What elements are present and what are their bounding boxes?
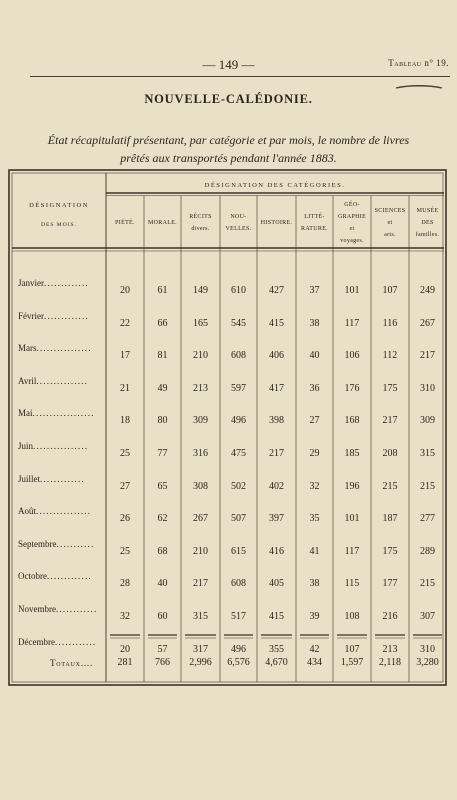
table-cell: 112 [382, 350, 398, 362]
month-label [18, 637, 96, 647]
month-name: Mai [18, 408, 33, 419]
table-cell: 249 [420, 285, 435, 296]
swash-ornament [395, 84, 443, 90]
table-cell: 597 [231, 382, 246, 394]
table-cell: 149 [193, 285, 208, 296]
table-cell: 68 [157, 545, 168, 557]
totals-cell: 4,670 [265, 657, 288, 668]
table-cell: 517 [231, 611, 246, 622]
month-label [18, 441, 88, 451]
totals-label-text: Totaux [50, 658, 81, 668]
month-label [18, 571, 92, 581]
month-label [18, 604, 97, 614]
table-cell: 215 [382, 480, 398, 492]
table-cell: 38 [309, 578, 320, 590]
table-cell: 108 [344, 611, 360, 622]
table-caption [20, 131, 437, 167]
month-label [18, 474, 85, 484]
table-cell: 496 [231, 643, 246, 655]
dot-leader: ................ [36, 343, 92, 354]
table-cell: 40 [157, 578, 168, 590]
table-cell: 210 [193, 545, 208, 557]
table-cell: 213 [382, 643, 398, 655]
table-cell: 267 [193, 513, 208, 525]
table-cell: 116 [382, 317, 398, 329]
table-cell: 25 [120, 545, 130, 557]
month-name: Juillet [18, 473, 40, 484]
column-header [220, 213, 257, 233]
dot-leader: ............ [54, 636, 97, 647]
column-header [333, 201, 371, 245]
table-cell: 39 [309, 611, 320, 622]
table-cell: 175 [382, 382, 398, 394]
table-cell: 176 [344, 382, 360, 394]
month-name: Novembre [18, 604, 56, 614]
column-header-line: voyages. [340, 238, 364, 244]
table-cell: 165 [193, 317, 208, 329]
table-cell: 32 [309, 480, 320, 492]
table-cell: 41 [309, 545, 320, 557]
table-cell: 187 [382, 513, 398, 525]
month-label [18, 506, 91, 516]
table-cell: 217 [193, 578, 208, 590]
table-ref-number: n° 19. [424, 58, 449, 68]
column-header [409, 207, 446, 239]
table-cell: 25 [120, 448, 130, 459]
month-name: Août [18, 506, 36, 517]
column-header-line: DES [421, 220, 434, 226]
table-cell: 49 [157, 382, 168, 394]
table-cell: 402 [269, 480, 284, 492]
statistics-table [8, 169, 448, 687]
table-cell: 77 [157, 448, 168, 459]
dot-leader: ............. [47, 571, 92, 582]
table-cell: 615 [231, 545, 246, 557]
table-cell: 26 [120, 513, 130, 525]
table-cell: 416 [269, 545, 284, 557]
column-header-line: LITTÉ- [304, 214, 325, 220]
table-cell: 22 [120, 317, 130, 329]
caption-line-2: prêtés aux transportés pendant l'année 1883. [120, 151, 337, 165]
totals-cell: 766 [155, 657, 170, 668]
table-cell: 315 [420, 448, 435, 459]
column-header-line: VELLES. [225, 226, 252, 232]
column-header-line: PIÉTÉ. [115, 220, 135, 226]
table-cell: 107 [382, 285, 398, 296]
column-header-line: arts. [384, 232, 396, 238]
table-cell: 66 [157, 317, 168, 329]
month-label [18, 343, 92, 353]
column-header [296, 213, 333, 233]
column-header [371, 207, 409, 239]
table-cell: 62 [157, 513, 168, 525]
table-cell: 496 [231, 415, 246, 427]
totals-cell: 3,280 [416, 657, 439, 668]
table-cell: 185 [344, 448, 360, 459]
totals-label [50, 658, 93, 668]
table-cell: 101 [344, 513, 360, 525]
table-cell: 267 [420, 317, 435, 329]
table-cell: 20 [120, 643, 130, 655]
month-name: Octobre [18, 571, 47, 582]
table-cell: 398 [269, 415, 284, 427]
table-cell: 315 [193, 611, 208, 622]
dot-leader: .................. [32, 408, 95, 419]
column-header-line: familles. [415, 232, 440, 238]
table-cell: 40 [309, 350, 320, 362]
table-cell: 196 [344, 480, 360, 492]
table-cell: 60 [157, 611, 168, 622]
dot-leader: ............ [56, 604, 98, 614]
table-cell: 475 [231, 448, 246, 459]
month-label [18, 311, 89, 321]
table-cell: 310 [420, 382, 435, 394]
column-header-line: GÉO- [344, 202, 360, 208]
totals-cell: 6,576 [227, 657, 250, 668]
table-cell: 502 [231, 480, 246, 492]
dot-leader: ............... [36, 375, 89, 386]
column-header-line: MORALE. [148, 220, 177, 226]
table-cell: 32 [120, 611, 130, 622]
month-label [18, 539, 94, 549]
table-cell: 210 [193, 350, 208, 362]
column-header-line: SCIENCES [374, 208, 406, 214]
table-cell: 65 [157, 480, 168, 492]
table-cell: 177 [382, 578, 398, 590]
table-cell: 405 [269, 578, 284, 590]
caption-line-1: État récapitulatif présentant, par catégorie et par mois, le nombre de livres [47, 133, 410, 147]
column-header-line: divers. [191, 226, 210, 232]
table-cell: 36 [309, 382, 320, 394]
table-cell: 215 [420, 480, 435, 492]
month-name: Mars [18, 343, 37, 354]
table-cell: 406 [269, 350, 284, 362]
designation-months-sublabel: DES MOIS. [41, 222, 77, 228]
table-ref-word: Tableau [388, 58, 422, 68]
table-cell: 42 [309, 643, 320, 655]
totals-cell: 434 [307, 657, 322, 668]
designation-categories-label: DÉSIGNATION DES CATÉGORIES. [204, 182, 346, 189]
table-cell: 27 [309, 415, 320, 427]
column-header-line: HISTOIRE. [260, 220, 293, 226]
table-cell: 106 [344, 350, 360, 362]
table-cell: 35 [309, 513, 320, 525]
table-reference [388, 58, 449, 68]
totals-cell: 2,118 [378, 657, 402, 668]
table-cell: 307 [420, 611, 435, 622]
month-label [18, 278, 89, 288]
month-label [18, 408, 95, 418]
column-header-line: GRAPHIE [337, 214, 367, 220]
dot-leader: ................ [36, 506, 92, 517]
table-cell: 21 [120, 382, 130, 394]
column-header [181, 213, 220, 233]
table-cell: 545 [231, 317, 246, 329]
month-name: Janvier [18, 278, 44, 288]
month-name: Juin [18, 441, 34, 451]
column-header [257, 219, 296, 227]
page-title: NOUVELLE-CALÉDONIE. [144, 92, 313, 106]
totals-cell: 2,996 [189, 657, 212, 668]
table-cell: 427 [269, 285, 284, 296]
column-header-line: RATURE. [301, 226, 328, 232]
table-cell: 28 [120, 578, 130, 590]
table-cell: 415 [269, 317, 284, 329]
dot-leader: ............. [44, 310, 89, 321]
table-cell: 308 [193, 480, 208, 492]
dot-leader: ............. [40, 473, 85, 484]
dot-leader: .... [80, 658, 94, 668]
table-cell: 101 [344, 285, 360, 296]
table-cell: 289 [420, 545, 435, 557]
column-header-line: et [387, 220, 393, 226]
table-cell: 277 [420, 513, 435, 525]
header-rule [30, 76, 450, 77]
table-cell: 215 [420, 578, 435, 590]
totals-cell: 1,597 [340, 657, 364, 668]
table-cell: 61 [157, 285, 168, 296]
month-name: Février [18, 310, 44, 321]
table-cell: 17 [120, 350, 130, 362]
table-cell: 217 [382, 415, 398, 427]
table-cell: 38 [309, 317, 320, 329]
column-header-line: et [349, 226, 355, 232]
month-name: Décembre [18, 636, 55, 647]
table-cell: 27 [120, 480, 130, 492]
table-cell: 415 [269, 611, 284, 622]
table-cell: 81 [157, 350, 168, 362]
table-cell: 309 [420, 415, 435, 427]
table-cell: 216 [382, 611, 398, 622]
column-header-line: NOU- [230, 214, 247, 220]
dot-leader: ................ [33, 441, 89, 451]
table-cell: 117 [344, 317, 360, 329]
table-cell: 610 [231, 285, 246, 296]
month-name: Septembre [18, 538, 57, 549]
table-cell: 355 [269, 643, 284, 655]
month-label [18, 376, 88, 386]
table-cell: 217 [420, 350, 435, 362]
table-cell: 213 [193, 382, 208, 394]
month-name: Avril [18, 375, 37, 386]
table-cell: 397 [269, 513, 284, 525]
dot-leader: ............. [44, 278, 89, 288]
table-cell: 168 [344, 415, 360, 427]
column-header-line: MUSÉE [416, 208, 439, 214]
table-cell: 208 [382, 448, 398, 459]
table-cell: 608 [231, 350, 246, 362]
table-cell: 175 [382, 545, 398, 557]
table-cell: 80 [157, 415, 168, 427]
table-cell: 20 [120, 285, 130, 296]
table-cell: 507 [231, 513, 246, 525]
table-cell: 317 [193, 643, 208, 655]
designation-months-label: DÉSIGNATION [29, 202, 89, 209]
table-cell: 57 [157, 643, 168, 655]
table-cell: 117 [344, 545, 360, 557]
table-cell: 309 [193, 415, 208, 427]
page-number: — 149 — [202, 57, 255, 72]
table-cell: 608 [231, 578, 246, 590]
column-header-line: RÉCITS [189, 214, 212, 220]
table-cell: 310 [420, 643, 435, 655]
table-cell: 37 [309, 285, 320, 296]
column-header [106, 219, 144, 227]
table-cell: 18 [120, 415, 130, 427]
column-header [144, 219, 181, 227]
table-cell: 417 [269, 382, 284, 394]
table-cell: 107 [344, 643, 360, 655]
table-cell: 115 [344, 578, 360, 590]
table-cell: 217 [269, 448, 284, 459]
dot-leader: ........... [56, 538, 95, 549]
table-cell: 316 [193, 448, 208, 459]
totals-cell: 281 [117, 657, 133, 668]
table-cell: 29 [309, 448, 320, 459]
